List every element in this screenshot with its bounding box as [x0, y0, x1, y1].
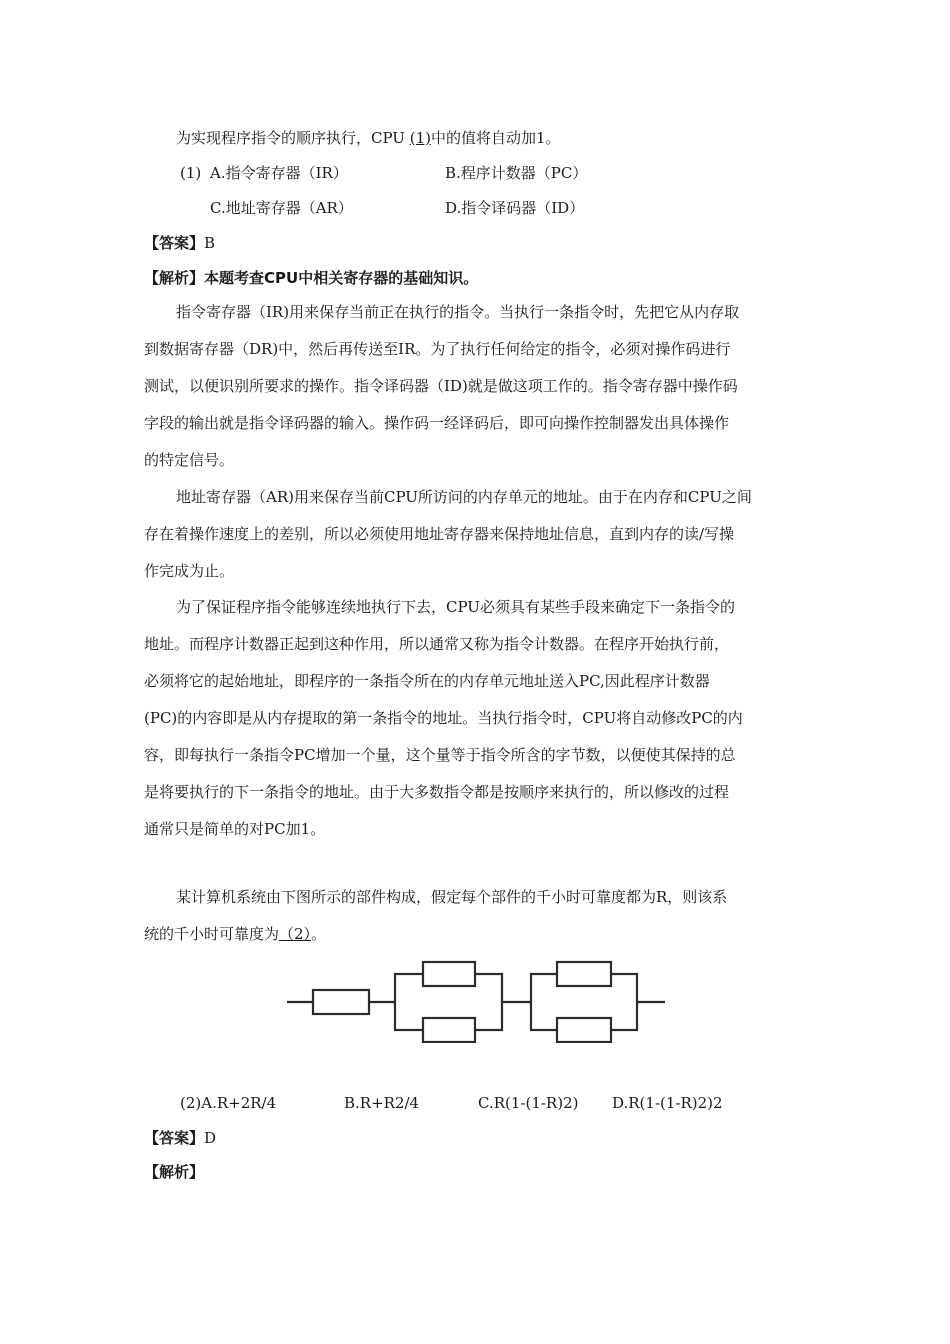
reliability-block-diagram	[283, 955, 667, 1043]
component-series	[313, 990, 369, 1014]
q1-analysis-line: 通常只是简单的对PC加1。	[144, 820, 326, 838]
q2-stem-line1: 某计算机系统由下图所示的部件构成，假定每个部件的千小时可靠度都为R，则该系	[176, 888, 728, 906]
component-group1-bottom	[423, 1018, 475, 1042]
component-group1-top	[423, 962, 475, 986]
q1-analysis-line: 指令寄存器（IR)用来保存当前正在执行的指令。当执行一条指令时，先把它从内存取	[176, 303, 740, 321]
q1-analysis-line: 到数据寄存器（DR)中，然后再传送至IR。为了执行任何给定的指令，必须对操作码进行	[144, 340, 731, 358]
q1-analysis-line: 为了保证程序指令能够连续地执行下去，CPU必须具有某些手段来确定下一条指令的	[176, 598, 735, 616]
q1-analysis-line: 作完成为止。	[144, 562, 235, 580]
component-group2-top	[557, 962, 611, 986]
component-group2-bottom	[557, 1018, 611, 1042]
q1-analysis-line: 地址寄存器（AR)用来保存当前CPU所访问的内存单元的地址。由于在内存和CPU之间	[176, 488, 752, 506]
q1-analysis-line: 字段的输出就是指令译码器的输入。操作码一经译码后，即可向操作控制器发出具体操作	[144, 414, 730, 432]
q1-blank: (1)	[409, 129, 431, 147]
q1-analysis-line: (PC)的内容即是从内存提取的第一条指令的地址。当执行指令时，CPU将自动修改PC的内	[144, 709, 743, 727]
q2-blank: （2）	[279, 925, 312, 943]
q1-analysis-line: 地址。而程序计数器正起到这种作用，所以通常又称为指令计数器。在程序开始执行前，	[144, 635, 730, 653]
q2-stem-before: 统的千小时可靠度为	[144, 925, 280, 943]
q1-answer	[144, 233, 215, 253]
q2-stem-after: 。	[311, 925, 327, 943]
q2-stem-line2	[144, 924, 326, 944]
q1-stem-before: 为实现程序指令的顺序执行，CPU	[176, 129, 410, 147]
q2-answer-value: D	[204, 1129, 217, 1147]
q2-option-a: (2)A.R+2R/4	[180, 1094, 277, 1112]
q2-option-d: D.R(1-(1-R)2)2	[612, 1094, 723, 1112]
q1-analysis-line: 容，即每执行一条指令PC增加一个量，这个量等于指令所含的字节数，以便使其保持的总	[144, 746, 736, 764]
q1-analysis-tag: 【解析】	[144, 269, 205, 287]
q1-analysis-line: 测试，以便识别所要求的操作。指令译码器（ID)就是做这项工作的。指令寄存器中操作码	[144, 377, 738, 395]
q1-analysis-title: 本题考查CPU中相关寄存器的基础知识。	[204, 269, 479, 287]
q1-option-c: C.地址寄存器（AR）	[210, 199, 353, 217]
q1-option-a: A.指令寄存器（IR）	[210, 164, 348, 182]
q1-analysis-line: 是将要执行的下一条指令的地址。由于大多数指令都是按顺序来执行的，所以修改的过程	[144, 783, 730, 801]
q1-answer-value: B	[204, 234, 216, 252]
q1-option-d: D.指令译码器（ID）	[445, 199, 585, 217]
q1-option-b: B.程序计数器（PC）	[445, 164, 588, 182]
q2-answer-tag: 【答案】	[144, 1129, 205, 1147]
q2-option-b: B.R+R2/4	[344, 1094, 420, 1112]
q1-option-label: (1)	[180, 164, 202, 182]
q1-answer-tag: 【答案】	[144, 234, 205, 252]
q1-stem	[176, 128, 561, 148]
q1-stem-after: 中的值将自动加1。	[430, 129, 561, 147]
q2-analysis-tag: 【解析】	[144, 1163, 205, 1181]
q2-answer	[144, 1128, 216, 1148]
q1-analysis-line: 存在着操作速度上的差别，所以必须使用地址寄存器来保持地址信息，直到内存的读/写操	[144, 525, 735, 543]
q1-analysis-header	[144, 268, 478, 288]
q1-analysis-line: 的特定信号。	[144, 451, 235, 469]
q1-analysis-line: 必须将它的起始地址，即程序的一条指令所在的内存单元地址送入PC,因此程序计数器	[144, 672, 710, 690]
q2-option-c: C.R(1-(1-R)2)	[478, 1094, 579, 1112]
